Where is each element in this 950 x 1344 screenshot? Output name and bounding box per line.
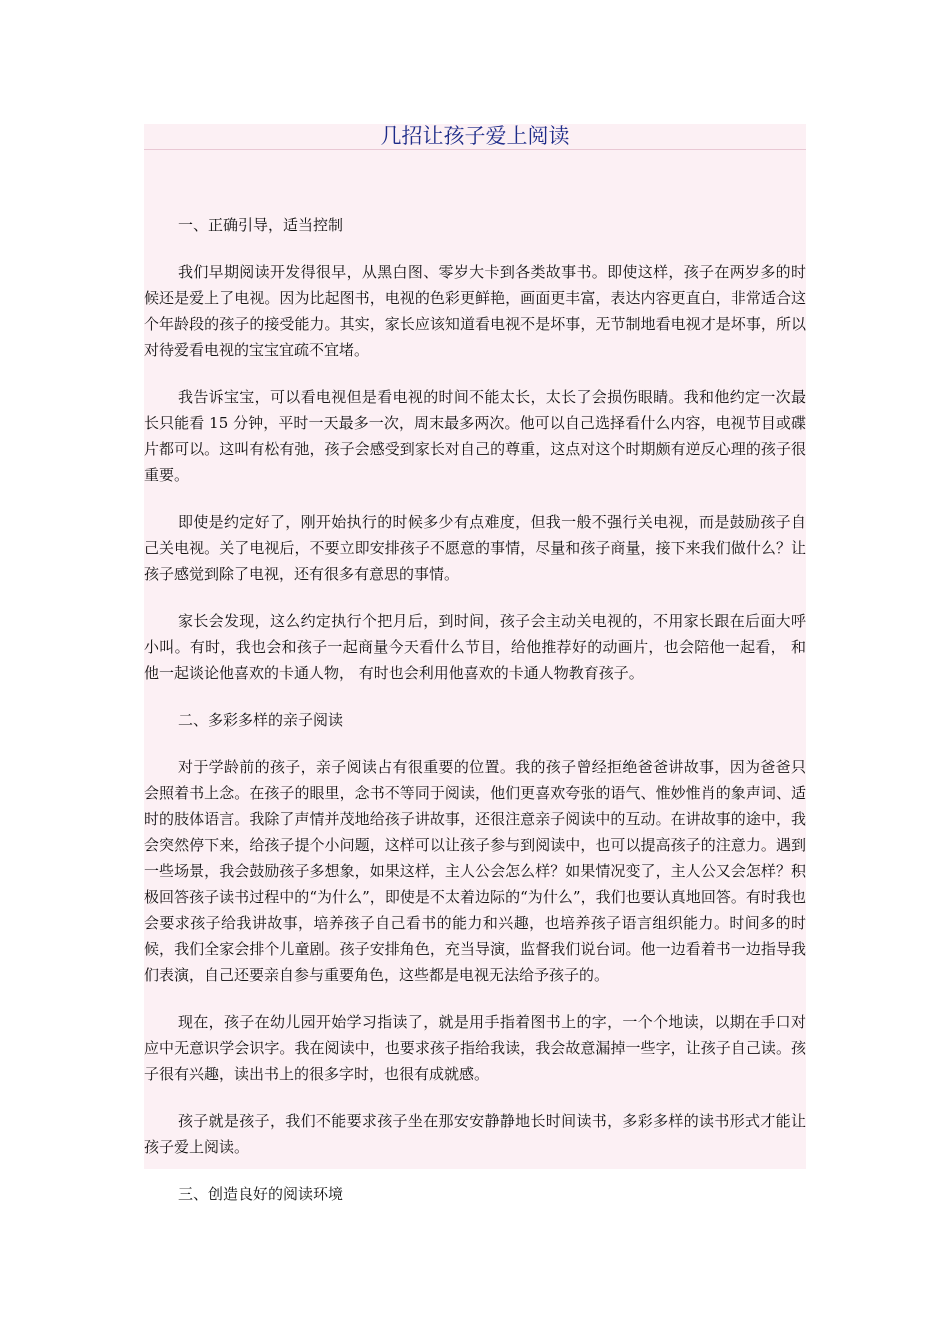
paragraph: 对于学龄前的孩子，亲子阅读占有很重要的位置。我的孩子曾经拒绝爸爸讲故事，因为爸爸只会照着书上念。在孩子的眼里，念书不等同于阅读，他们更喜欢夸张的语气、惟妙惟肖的象声词、适时的肢体语言。我除了声情并茂地给孩子讲故事，还很注意亲子阅读中的互动。在讲故事的途中，我会突然停下来，给孩子提个小问题，这样可以让孩子参与到阅读中，也可以提高孩子的注意力。遇到一些场景，我会鼓励孩子多想象，如果这样，主人公会怎么样？如果情况变了，主人公又会怎样？积极回答孩子读书过程中的“为什么”，即使是不太着边际的“为什么”，我们也要认真地回答。有时我也会要求孩子给我讲故事，培养孩子自己看书的能力和兴趣，也培养孩子语言组织能力。时间多的时候，我们全家会排个儿童剧。孩子安排角色，充当导演，监督我们说台词。他一边看着书一边指导我们表演，自己还要亲自参与重要角色，这些都是电视无法给予孩子的。 xyxy=(144,758,806,984)
section-heading-3: 三、创造良好的阅读环境 xyxy=(178,1185,344,1203)
paragraph: 即使是约定好了，刚开始执行的时候多少有点难度，但我一般不强行关电视，而是鼓励孩子自己关电视。关了电视后，不要立即安排孩子不愿意的事情，尽量和孩子商量，接下来我们做什么？让孩子感觉到除了电视，还有很多有意思的事情。 xyxy=(144,513,806,583)
paragraph: 孩子就是孩子，我们不能要求孩子坐在那安安静静地长时间读书，多彩多样的读书形式才能让孩子爱上阅读。 xyxy=(144,1112,806,1156)
section-heading-2: 二、多彩多样的亲子阅读 xyxy=(178,711,344,729)
section-heading-1: 一、正确引导，适当控制 xyxy=(178,216,344,234)
paragraph: 现在，孩子在幼儿园开始学习指读了，就是用手指着图书上的字，一个个地读，以期在手口对应中无意识学会识字。我在阅读中，也要求孩子指给我读，我会故意漏掉一些字，让孩子自己读。孩子很有兴趣，读出书上的很多字时，也很有成就感。 xyxy=(144,1013,806,1083)
article-body xyxy=(144,212,806,1228)
paragraph: 我们早期阅读开发得很早，从黑白图、零岁大卡到各类故事书。即使这样，孩子在两岁多的时候还是爱上了电视。因为比起图书，电视的色彩更鲜艳，画面更丰富，表达内容更直白，非常适合这个年龄段的孩子的接受能力。其实，家长应该知道看电视不是坏事，无节制地看电视才是坏事，所以对待爱看电视的宝宝宜疏不宜堵。 xyxy=(144,263,806,359)
paragraph: 家长会发现，这么约定执行个把月后，到时间，孩子会主动关电视的，不用家长跟在后面大呼小叫。有时，我也会和孩子一起商量今天看什么节目，给他推荐好的动画片，也会陪他一起看， 和他一起谈论他喜欢的卡通人物， 有时也会利用他喜欢的卡通人物教育孩子。 xyxy=(144,612,806,682)
paragraph: 我告诉宝宝，可以看电视但是看电视的时间不能太长，太长了会损伤眼睛。我和他约定一次最长只能看 15 分钟，平时一天最多一次，周末最多两次。他可以自己选择看什么内容，电视节目或碟片都可以。这叫有松有弛，孩子会感受到家长对自己的尊重，这点对这个时期颇有逆反心理的孩子很重要。 xyxy=(144,388,806,484)
article-title: 几招让孩子爱上阅读 xyxy=(144,124,806,150)
article-panel xyxy=(144,124,806,1203)
